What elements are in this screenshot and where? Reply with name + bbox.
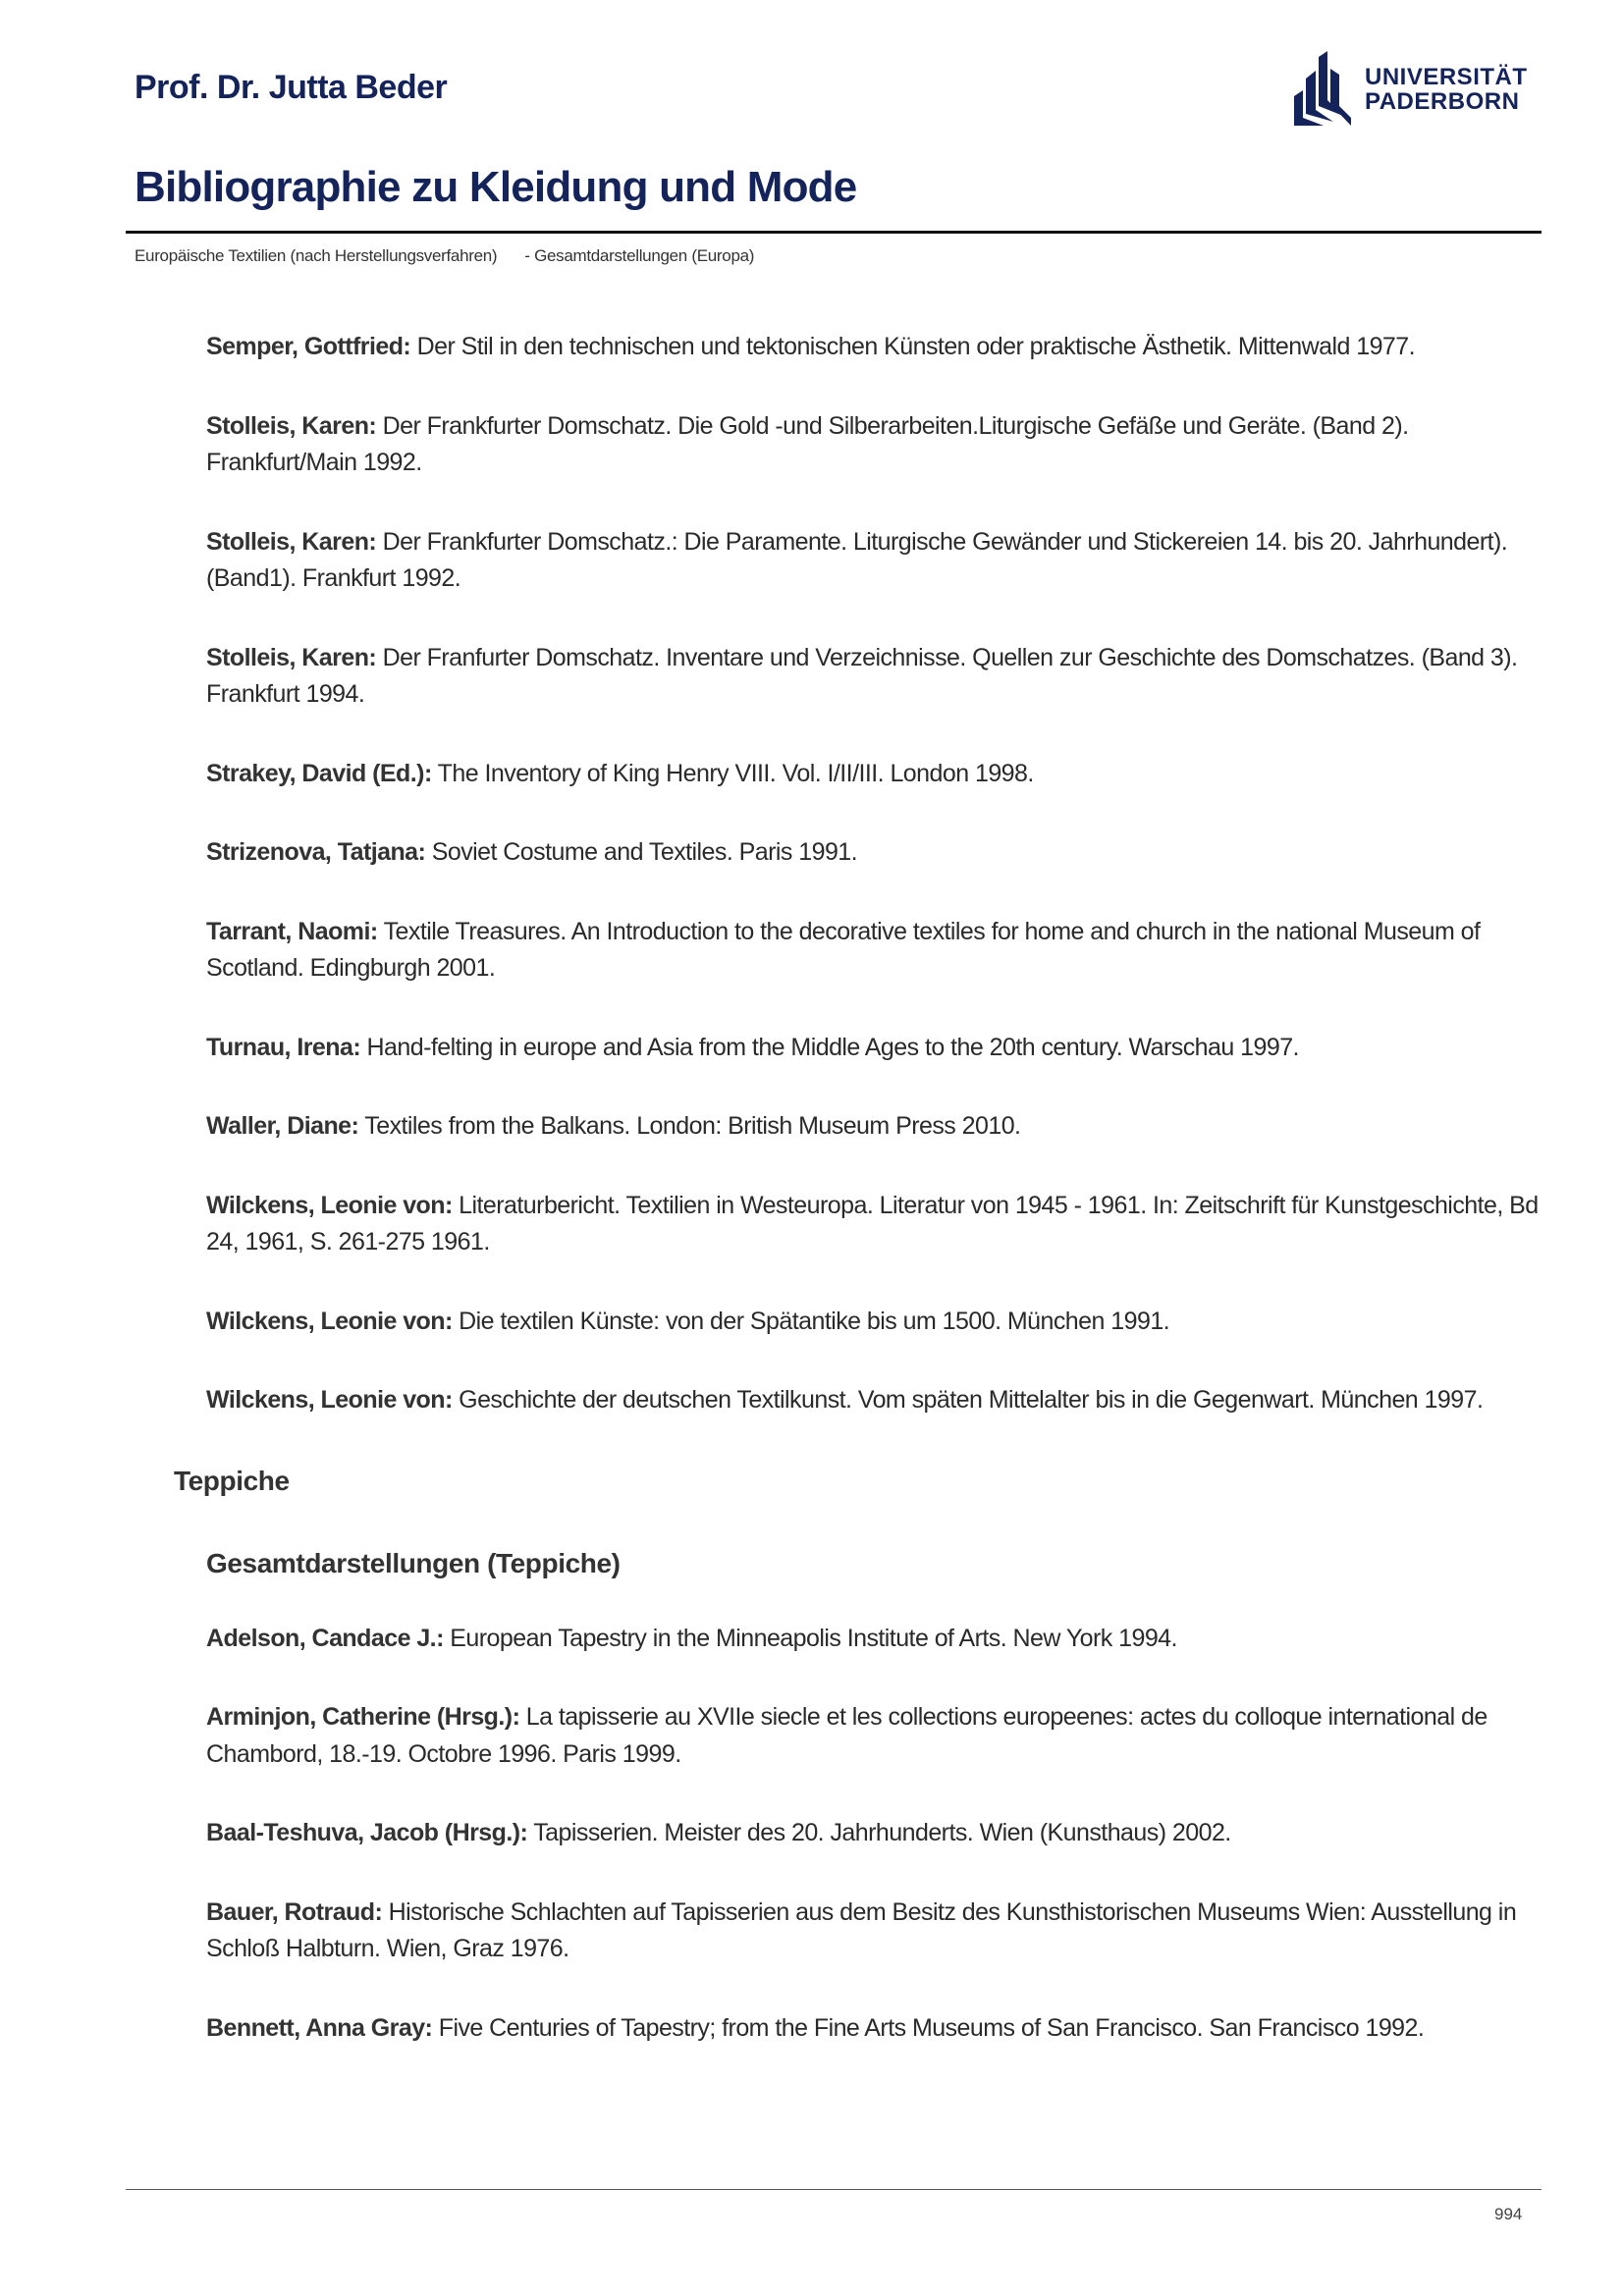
entry-author: Arminjon, Catherine (Hrsg.):	[206, 1703, 520, 1731]
bibliography-list	[206, 329, 1542, 1419]
section-heading: Teppiche	[174, 1465, 290, 1496]
bibliography-entry	[206, 834, 1542, 872]
university-logo	[1294, 51, 1528, 128]
header-divider	[126, 231, 1542, 234]
bibliography-list	[206, 1621, 1542, 2048]
entry-text: European Tapestry in the Minneapolis Institute of Arts. New York 1994.	[443, 1624, 1177, 1652]
entry-author: Semper, Gottfried:	[206, 333, 411, 360]
bibliography-entry	[206, 756, 1542, 793]
bibliography-entry	[206, 329, 1542, 366]
bibliography-entry	[206, 1108, 1542, 1146]
bibliography-entry	[206, 1382, 1542, 1419]
entry-author: Stolleis, Karen:	[206, 527, 377, 556]
entry-text: Five Centuries of Tapestry; from the Fine Arts Museums of San Francisco. San Francisco 1992.	[432, 2013, 1425, 2042]
entry-text: Hand-felting in europe and Asia from the Middle Ages to the 20th century. Warschau 1997.	[360, 1033, 1299, 1061]
entry-text: Der Frankfurter Domschatz.: Die Paramente. Liturgische Gewänder und Stickereien 14. bis 20. Jahrhundert). (Band1). Frankfurt 1992.	[206, 527, 1508, 592]
entry-author: Turnau, Irena:	[206, 1033, 361, 1061]
bibliography-entry	[206, 1699, 1542, 1773]
bibliography-entry	[206, 408, 1542, 482]
subsection-heading: Gesamtdarstellungen (Teppiche)	[206, 1547, 621, 1578]
entry-text: Literaturbericht. Textilien in Westeuropa. Literatur von 1945 - 1961. In: Zeitschrift für Kunstgeschichte, Bd 24, 1961, S. 261-275 1961.	[206, 1191, 1539, 1255]
entry-author: Bennett, Anna Gray:	[206, 2013, 433, 2042]
logo-line-1: UNIVERSITÄT	[1365, 64, 1528, 90]
bibliography-entry	[206, 1030, 1542, 1067]
entry-author: Strizenova, Tatjana:	[206, 838, 426, 866]
entry-author: Stolleis, Karen:	[206, 411, 377, 440]
document-title: Bibliographie zu Kleidung und Mode	[135, 163, 857, 211]
page-number: 994	[1494, 2205, 1523, 2223]
entry-text: Soviet Costume and Textiles. Paris 1991.	[425, 838, 858, 866]
bibliography-entry	[206, 640, 1542, 714]
entry-text: Textile Treasures. An Introduction to the decorative textiles for home and church in the national Museum of Scotland. Edingburgh 2001.	[206, 917, 1481, 982]
bibliography-entry	[206, 1621, 1542, 1658]
footer-divider	[126, 2189, 1542, 2190]
breadcrumb-subsection: - Gesamtdarstellungen (Europa)	[524, 246, 755, 265]
breadcrumb	[135, 246, 754, 266]
bibliography-entry	[206, 2010, 1542, 2048]
entry-text: Der Frankfurter Domschatz. Die Gold -und Silberarbeiten.Liturgische Gefäße und Geräte. (Band 2). Frankfurt/Main 1992.	[206, 411, 1409, 476]
entry-text: Textiles from the Balkans. London: British Museum Press 2010.	[358, 1112, 1021, 1140]
entry-author: Adelson, Candace J.:	[206, 1624, 444, 1652]
logo-line-2: PADERBORN	[1365, 88, 1520, 115]
bibliography-entry	[206, 524, 1542, 598]
bibliography-entry	[206, 1895, 1542, 1968]
document-author: Prof. Dr. Jutta Beder	[135, 69, 448, 106]
university-logo-icon	[1294, 51, 1351, 128]
entry-text: Der Franfurter Domschatz. Inventare und Verzeichnisse. Quellen zur Geschichte des Domschatzes. (Band 3). Frankfurt 1994.	[206, 643, 1518, 708]
entry-author: Bauer, Rotraud:	[206, 1897, 383, 1926]
entry-author: Wilckens, Leonie von:	[206, 1307, 453, 1335]
entry-author: Stolleis, Karen:	[206, 643, 377, 671]
entry-text: Tapisserien. Meister des 20. Jahrhunderts. Wien (Kunsthaus) 2002.	[527, 1819, 1231, 1846]
bibliography-entry	[206, 914, 1542, 988]
breadcrumb-section: Europäische Textilien (nach Herstellungsverfahren)	[135, 246, 498, 265]
entry-author: Baal-Teshuva, Jacob (Hrsg.):	[206, 1819, 528, 1846]
entry-text: The Inventory of King Henry VIII. Vol. I/II/III. London 1998.	[431, 759, 1034, 787]
bibliography-entry	[206, 1815, 1542, 1852]
entry-author: Wilckens, Leonie von:	[206, 1191, 453, 1219]
entry-author: Wilckens, Leonie von:	[206, 1386, 453, 1414]
entry-author: Strakey, David (Ed.):	[206, 759, 432, 787]
entry-text: Historische Schlachten auf Tapisserien aus dem Besitz des Kunsthistorischen Museums Wien: Ausstellung in Schloß Halbturn. Wien, Graz 1976.	[206, 1897, 1517, 1962]
entry-text: Die textilen Künste: von der Spätantike bis um 1500. München 1991.	[452, 1307, 1170, 1335]
entry-text: Geschichte der deutschen Textilkunst. Vom späten Mittelalter bis in die Gegenwart. München 1997.	[452, 1386, 1484, 1414]
entry-text: La tapisserie au XVIIe siecle et les collections europeenes: actes du colloque international de Chambord, 18.-19. Octobre 1996. Paris 1999.	[206, 1703, 1488, 1768]
entry-text: Der Stil in den technischen und tektonischen Künsten oder praktische Ästhetik. Mittenwald 1977.	[410, 333, 1416, 360]
entry-author: Waller, Diane:	[206, 1112, 359, 1140]
bibliography-entry	[206, 1304, 1542, 1341]
bibliography-content	[174, 329, 1542, 2089]
bibliography-entry	[206, 1188, 1542, 1261]
entry-author: Tarrant, Naomi:	[206, 917, 378, 945]
